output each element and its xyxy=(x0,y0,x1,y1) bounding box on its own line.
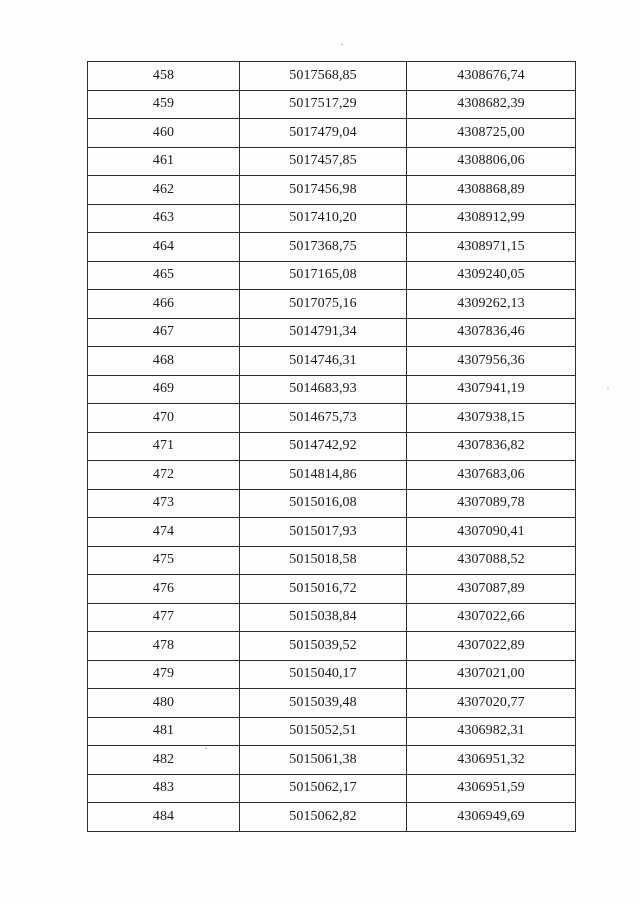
x-coordinate-cell: 5017410,20 xyxy=(240,204,407,233)
y-coordinate-cell: 4307022,66 xyxy=(407,603,576,632)
table-row xyxy=(88,803,576,832)
table-row xyxy=(88,375,576,404)
table-row xyxy=(88,204,576,233)
x-coordinate-cell: 5015017,93 xyxy=(240,518,407,547)
point-number-cell: 468 xyxy=(88,347,240,376)
x-coordinate-cell: 5015062,17 xyxy=(240,774,407,803)
point-number-cell: 458 xyxy=(88,62,240,91)
table-row xyxy=(88,717,576,746)
table-row xyxy=(88,318,576,347)
point-number-cell: 463 xyxy=(88,204,240,233)
x-coordinate-cell: 5017075,16 xyxy=(240,290,407,319)
point-number-cell: 473 xyxy=(88,489,240,518)
table-row xyxy=(88,689,576,718)
y-coordinate-cell: 4308806,06 xyxy=(407,147,576,176)
x-coordinate-cell: 5017456,98 xyxy=(240,176,407,205)
x-coordinate-cell: 5015052,51 xyxy=(240,717,407,746)
x-coordinate-cell: 5017368,75 xyxy=(240,233,407,262)
x-coordinate-cell: 5014814,86 xyxy=(240,461,407,490)
table-row xyxy=(88,746,576,775)
point-number-cell: 482 xyxy=(88,746,240,775)
table-row xyxy=(88,632,576,661)
x-coordinate-cell: 5017457,85 xyxy=(240,147,407,176)
table-row xyxy=(88,404,576,433)
y-coordinate-cell: 4307683,06 xyxy=(407,461,576,490)
point-number-cell: 483 xyxy=(88,774,240,803)
y-coordinate-cell: 4308725,00 xyxy=(407,119,576,148)
point-number-cell: 462 xyxy=(88,176,240,205)
point-number-cell: 467 xyxy=(88,318,240,347)
x-coordinate-cell: 5015039,48 xyxy=(240,689,407,718)
point-number-cell: 477 xyxy=(88,603,240,632)
table-row xyxy=(88,660,576,689)
y-coordinate-cell: 4307020,77 xyxy=(407,689,576,718)
point-number-cell: 481 xyxy=(88,717,240,746)
y-coordinate-cell: 4307938,15 xyxy=(407,404,576,433)
y-coordinate-cell: 4306982,31 xyxy=(407,717,576,746)
y-coordinate-cell: 4309240,05 xyxy=(407,261,576,290)
x-coordinate-cell: 5017165,08 xyxy=(240,261,407,290)
table-row xyxy=(88,290,576,319)
point-number-cell: 474 xyxy=(88,518,240,547)
scan-speck xyxy=(341,44,343,45)
point-number-cell: 470 xyxy=(88,404,240,433)
x-coordinate-cell: 5014746,31 xyxy=(240,347,407,376)
x-coordinate-cell: 5017568,85 xyxy=(240,62,407,91)
table-row xyxy=(88,261,576,290)
table-row xyxy=(88,176,576,205)
point-number-cell: 484 xyxy=(88,803,240,832)
x-coordinate-cell: 5015018,58 xyxy=(240,546,407,575)
y-coordinate-cell: 4309262,13 xyxy=(407,290,576,319)
point-number-cell: 461 xyxy=(88,147,240,176)
table-row xyxy=(88,546,576,575)
x-coordinate-cell: 5015038,84 xyxy=(240,603,407,632)
x-coordinate-cell: 5014683,93 xyxy=(240,375,407,404)
y-coordinate-cell: 4307022,89 xyxy=(407,632,576,661)
x-coordinate-cell: 5014791,34 xyxy=(240,318,407,347)
point-number-cell: 476 xyxy=(88,575,240,604)
point-number-cell: 479 xyxy=(88,660,240,689)
table-row xyxy=(88,518,576,547)
coordinates-table xyxy=(87,61,576,832)
point-number-cell: 475 xyxy=(88,546,240,575)
x-coordinate-cell: 5015016,08 xyxy=(240,489,407,518)
point-number-cell: 464 xyxy=(88,233,240,262)
y-coordinate-cell: 4306951,32 xyxy=(407,746,576,775)
y-coordinate-cell: 4307956,36 xyxy=(407,347,576,376)
x-coordinate-cell: 5017479,04 xyxy=(240,119,407,148)
y-coordinate-cell: 4308912,99 xyxy=(407,204,576,233)
coordinates-table-body xyxy=(88,62,576,832)
point-number-cell: 465 xyxy=(88,261,240,290)
y-coordinate-cell: 4306949,69 xyxy=(407,803,576,832)
table-row xyxy=(88,233,576,262)
table-row xyxy=(88,147,576,176)
table-row xyxy=(88,774,576,803)
point-number-cell: 480 xyxy=(88,689,240,718)
x-coordinate-cell: 5015040,17 xyxy=(240,660,407,689)
y-coordinate-cell: 4308682,39 xyxy=(407,90,576,119)
y-coordinate-cell: 4307087,89 xyxy=(407,575,576,604)
point-number-cell: 471 xyxy=(88,432,240,461)
table-row xyxy=(88,432,576,461)
table-row xyxy=(88,90,576,119)
table-row xyxy=(88,347,576,376)
point-number-cell: 478 xyxy=(88,632,240,661)
y-coordinate-cell: 4308971,15 xyxy=(407,233,576,262)
scan-speck xyxy=(607,388,609,389)
table-row xyxy=(88,603,576,632)
point-number-cell: 459 xyxy=(88,90,240,119)
table-row xyxy=(88,489,576,518)
table-row xyxy=(88,119,576,148)
y-coordinate-cell: 4306951,59 xyxy=(407,774,576,803)
y-coordinate-cell: 4308676,74 xyxy=(407,62,576,91)
x-coordinate-cell: 5015039,52 xyxy=(240,632,407,661)
point-number-cell: 472 xyxy=(88,461,240,490)
x-coordinate-cell: 5014675,73 xyxy=(240,404,407,433)
y-coordinate-cell: 4307089,78 xyxy=(407,489,576,518)
point-number-cell: 469 xyxy=(88,375,240,404)
y-coordinate-cell: 4307836,82 xyxy=(407,432,576,461)
y-coordinate-cell: 4307836,46 xyxy=(407,318,576,347)
x-coordinate-cell: 5015061,38 xyxy=(240,746,407,775)
x-coordinate-cell: 5017517,29 xyxy=(240,90,407,119)
table-row xyxy=(88,461,576,490)
y-coordinate-cell: 4308868,89 xyxy=(407,176,576,205)
y-coordinate-cell: 4307090,41 xyxy=(407,518,576,547)
x-coordinate-cell: 5015016,72 xyxy=(240,575,407,604)
table-row xyxy=(88,62,576,91)
x-coordinate-cell: 5015062,82 xyxy=(240,803,407,832)
y-coordinate-cell: 4307021,00 xyxy=(407,660,576,689)
table-row xyxy=(88,575,576,604)
point-number-cell: 460 xyxy=(88,119,240,148)
point-number-cell: 466 xyxy=(88,290,240,319)
x-coordinate-cell: 5014742,92 xyxy=(240,432,407,461)
y-coordinate-cell: 4307088,52 xyxy=(407,546,576,575)
y-coordinate-cell: 4307941,19 xyxy=(407,375,576,404)
